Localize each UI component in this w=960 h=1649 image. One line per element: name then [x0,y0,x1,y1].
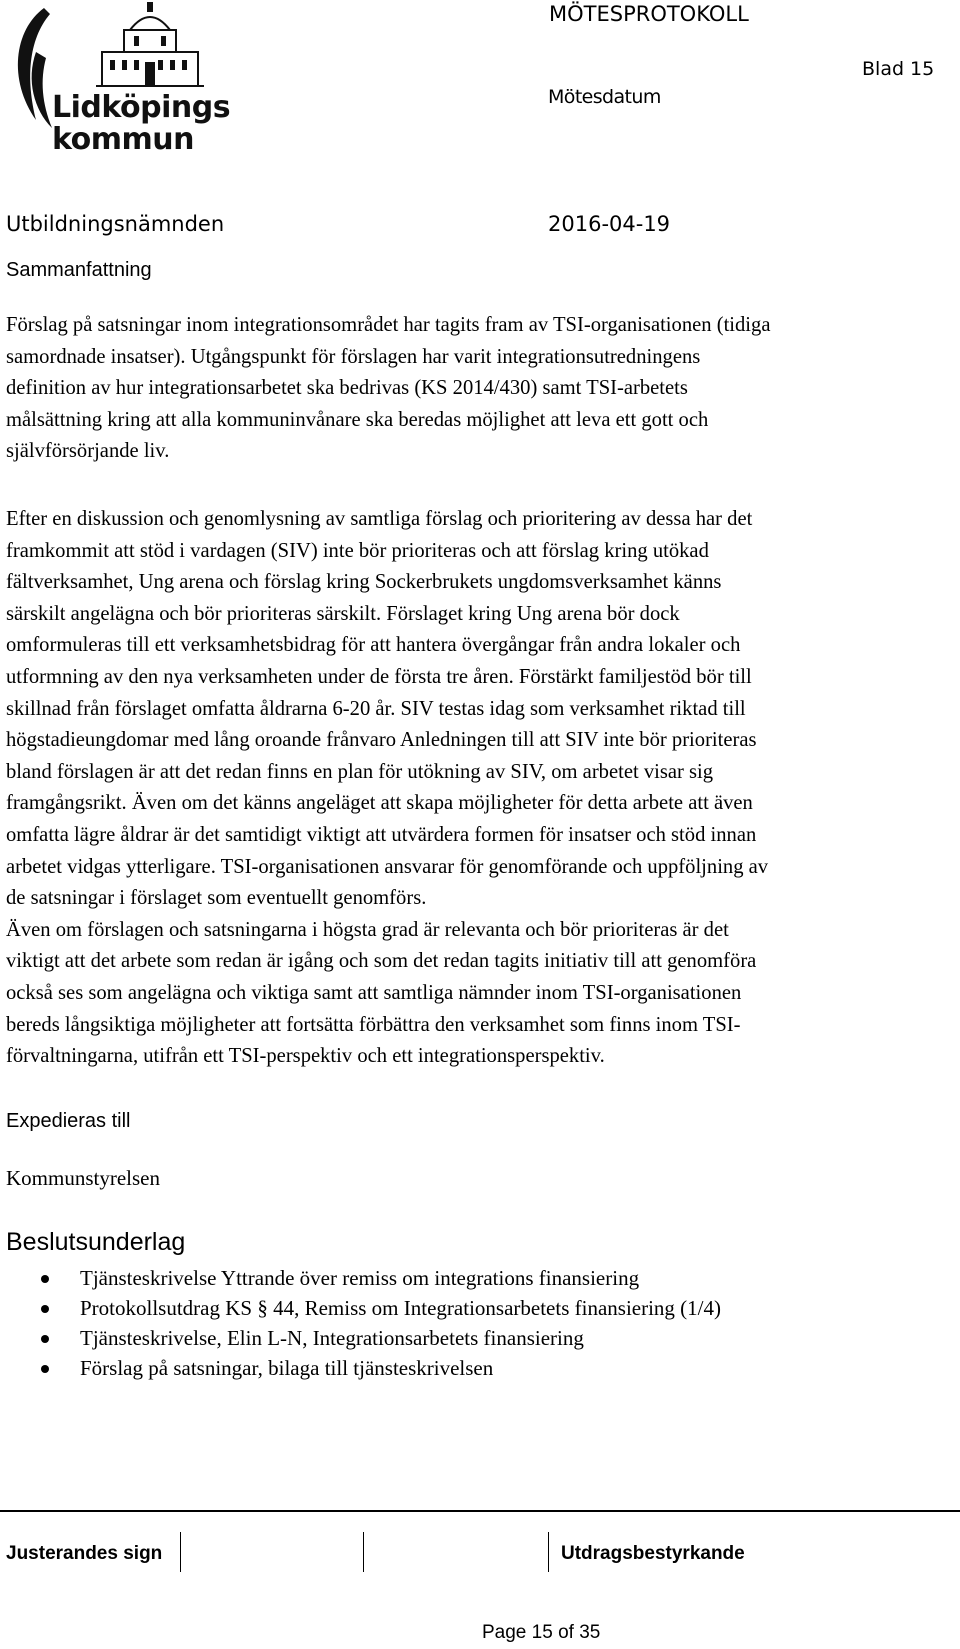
committee-name: Utbildningsnämnden [6,212,225,236]
summary-paragraph-2 [6,504,941,1073]
text-line: självförsörjande liv. [6,440,170,463]
meeting-date-label: Mötesdatum [548,86,661,108]
sheet-number: Blad 15 [862,58,935,80]
text-line: Även om förslagen och satsningarna i högsta grad är relevanta och bör prioriteras är det [6,918,729,941]
text-line: utformning av den nya verksamheten under de första tre åren. Förstärkt familjestöd bör till [6,665,752,688]
text-line: omformuleras till ett verksamhetsbidrag för att hantera övergångar från andra lokaler och [6,634,741,657]
text-line: Förslag på satsningar inom integrationsområdet har tagits fram av TSI-organisationen (tidiga [6,314,771,336]
text-line: särskilt angelägna och bör prioriteras särskilt. Förslaget kring Ung arena bör dock [6,602,680,625]
text-line: framgångsrikt. Även om det känns angeläget att skapa möjligheter för detta arbete att även [6,792,753,815]
text-line: arbetet vidgas ytterligare. TSI-organisationen ansvarar för genomförande och uppföljning av [6,855,769,878]
decision-basis-heading: Beslutsunderlag [6,1228,186,1256]
text-line: definition av hur integrationsarbetet ska bedrivas (KS 2014/430) samt TSI-arbetets [6,377,688,400]
certification-label: Utdragsbestyrkande [561,1543,745,1564]
list-item: Tjänsteskrivelse, Elin L-N, Integrationsarbetets finansiering [38,1323,721,1353]
text-line: skillnad från förslaget omfatta åldrarna 6-20 år. SIV testas idag som verksamhet riktad till [6,697,746,720]
decision-basis-list [38,1263,721,1383]
text-line: högstadieungdomar med lång oroande frånvaro Anledningen till att SIV inte bör prioriteras [6,729,757,752]
certification-field-divider [548,1532,549,1572]
text-line: fältverksamhet, Ung arena och förslag kring Sockerbrukets ungdomsverksamhet känns [6,571,722,594]
signature-label: Justerandes sign [6,1543,163,1564]
logo-wordmark [52,92,230,156]
page-number: Page 15 of 35 [482,1622,601,1643]
summary-heading: Sammanfattning [6,259,152,281]
text-line: också ses som angelägna och viktiga samt att samtliga nämnder inom TSI-organisationen [6,981,742,1004]
text-line: samordnade insatser). Utgångspunkt för förslagen har varit integrationsutredningens [6,345,701,368]
text-line: omfatta lägre åldrar är det samtidigt viktigt att utvärdera formen för insatser och stöd innan [6,823,757,846]
signature-field-divider [180,1532,181,1572]
logo-line-2: kommun [52,122,194,157]
text-line: viktigt att det arbete som redan är igång och som det redan tagits initiativ till att genomföra [6,950,757,973]
text-line: Efter en diskussion och genomlysning av samtliga förslag och prioritering av dessa har det [6,508,753,530]
text-line: förvaltningarna, utifrån ett TSI-perspektiv och ett integrationsperspektiv. [6,1045,605,1068]
list-item: Tjänsteskrivelse Yttrande över remiss om integrations finansiering [38,1263,721,1293]
list-item: Protokollsutdrag KS § 44, Remiss om Integrationsarbetets finansiering (1/4) [38,1293,721,1323]
text-line: bereds långsiktiga möjligheter att fortsätta förbättra den verksamhet som finns inom TSI- [6,1013,741,1036]
text-line: bland förslagen är att det redan finns en plan för utökning av SIV, om arbetet visar sig [6,760,714,783]
dispatch-heading: Expedieras till [6,1110,131,1132]
dispatch-recipient: Kommunstyrelsen [6,1166,160,1190]
text-line: de satsningar i förslaget som eventuellt genomförs. [6,887,427,910]
document-type: MÖTESPROTOKOLL [549,2,749,26]
summary-paragraph-1 [6,310,941,468]
meeting-date: 2016-04-19 [548,212,671,236]
list-item: Förslag på satsningar, bilaga till tjänsteskrivelsen [38,1353,721,1383]
footer-divider [0,1510,960,1512]
logo-line-1: Lidköpings [52,90,231,125]
text-line: målsättning kring att alla kommuninvånare ska beredas möjlighet att leva ett gott och [6,408,709,431]
signature-field-divider [363,1532,364,1572]
text-line: framkommit att stöd i vardagen (SIV) inte bör prioriteras och att förslag kring utökad [6,539,709,562]
